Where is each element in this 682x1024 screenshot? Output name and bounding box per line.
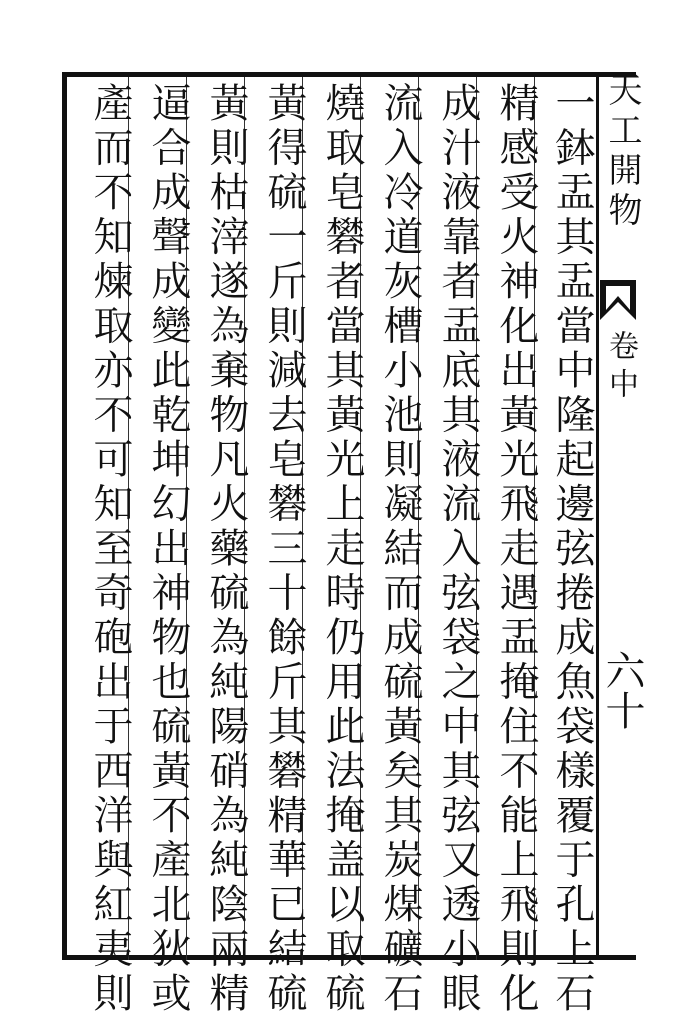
text-column-8: 逼合成聲成變此乾坤幻出神物也硫黃不產北狄或 — [145, 82, 191, 1017]
text-column-3: 成汁液靠者盂底其液流入弦袋之中其弦又透小眼 — [435, 82, 481, 1017]
text-column-1: 一鉢盂其盂當中隆起邊弦捲成魚袋樣覆于孔上石 — [549, 82, 595, 1017]
fish-tail-mark-icon — [600, 280, 636, 320]
margin-heading: 天工開物 — [602, 72, 642, 232]
margin-page-number: 六十 — [599, 650, 645, 730]
text-column-5: 燒取皂礬者當其黃光上走時仍用此法掩盖以取硫 — [319, 82, 365, 1017]
text-column-6: 黃得硫一斤則減去皂礬三十餘斤其礬精華已結硫 — [261, 82, 307, 1017]
text-column-7: 黃則枯滓遂為棄物凡火藥硫為純陽硝為純陰兩精 — [203, 82, 249, 1017]
text-column-2: 精感受火神化出黃光飛走遇盂掩住不能上飛則化 — [493, 82, 539, 1017]
margin-folio: 卷中 — [603, 330, 638, 406]
text-column-4: 流入冷道灰槽小池則凝結而成硫黃矣其炭煤礦石 — [377, 82, 423, 1017]
text-column-9: 產而不知煉取亦不可知至奇砲出于西洋與紅夷則 — [87, 82, 133, 1017]
